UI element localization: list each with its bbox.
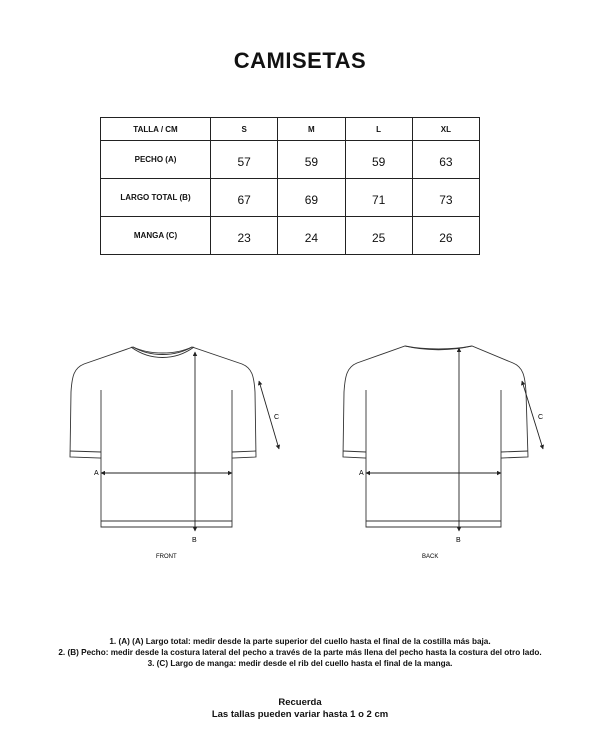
table-header: S (211, 118, 278, 141)
table-row (101, 141, 480, 179)
tshirt-diagram (0, 330, 600, 570)
table-cell: 73 (412, 179, 479, 217)
front-letter-c: C (274, 414, 280, 421)
back-letter-a: A (359, 470, 364, 477)
row-label: MANGA (C) (101, 217, 211, 255)
front-letter-b: B (192, 537, 197, 544)
reminder-heading: Recuerda (278, 697, 322, 708)
table-cell: 24 (278, 217, 345, 255)
table-header: L (345, 118, 412, 141)
table-cell: 23 (211, 217, 278, 255)
note-line: 1. (A) (A) Largo total: medir desde la parte superior del cuello hasta el final de la costilla más baja. (109, 637, 491, 646)
front-shirt-drawing (70, 347, 256, 527)
note-line: 2. (B) Pecho: medir desde la costura lateral del pecho a través de la parte más llena del pecho hasta la costura del otro lado. (58, 648, 542, 657)
table-row (101, 217, 480, 255)
table-header-row (101, 118, 480, 141)
table-cell: 63 (412, 141, 479, 179)
table-cell: 67 (211, 179, 278, 217)
reminder-text: Las tallas pueden variar hasta 1 o 2 cm (211, 709, 389, 720)
measurement-notes (0, 636, 600, 669)
table-cell: 59 (278, 141, 345, 179)
table-cell: 26 (412, 217, 479, 255)
front-label: FRONT (156, 554, 177, 560)
table-header: TALLA / CM (101, 118, 211, 141)
row-label: PECHO (A) (101, 141, 211, 179)
back-letter-c: C (538, 414, 544, 421)
table-header: XL (412, 118, 479, 141)
page-title: CAMISETAS (233, 48, 367, 73)
table-cell: 71 (345, 179, 412, 217)
table-cell: 25 (345, 217, 412, 255)
size-table (100, 117, 480, 255)
back-letter-b: B (456, 537, 461, 544)
note-line: 3. (C) Largo de manga: medir desde el rib del cuello hasta el final de la manga. (147, 659, 453, 668)
table-row (101, 179, 480, 217)
table-header: M (278, 118, 345, 141)
back-shirt-drawing (343, 346, 528, 527)
front-letter-a: A (94, 470, 99, 477)
table-cell: 57 (211, 141, 278, 179)
back-label: BACK (422, 554, 439, 560)
table-cell: 69 (278, 179, 345, 217)
row-label: LARGO TOTAL (B) (101, 179, 211, 217)
table-cell: 59 (345, 141, 412, 179)
reminder-block (0, 697, 600, 721)
